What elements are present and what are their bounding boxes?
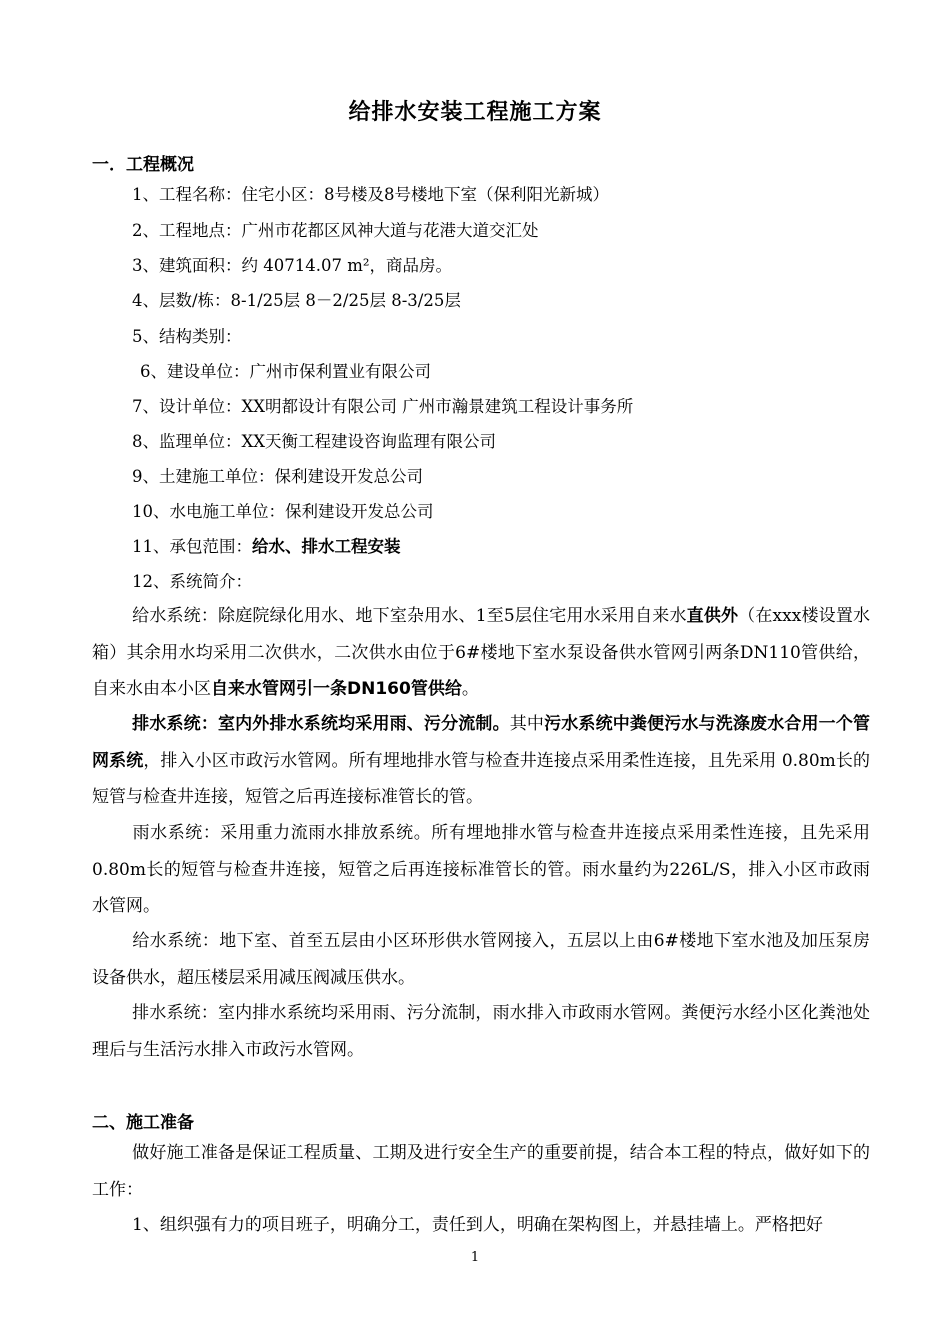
item-system-intro: 12、系统简介：	[132, 572, 252, 591]
paragraph-water-supply-1: 给水系统：除庭院绿化用水、地下室杂用水、1至5层住宅用水采用自来水直供外（在xxx楼设置水箱）其余用水均采用二次供水，二次供水由位于6#楼地下室水泵设备供水管网引两条DN110管供给，自来水由本小区自来水管网引一条DN160管供给。	[92, 606, 870, 699]
item-contract-scope-value: 给水、排水工程安装	[252, 537, 401, 556]
paragraph-drainage-2: 排水系统：室内排水系统均采用雨、污分流制，雨水排入市政雨水管网。粪便污水经小区化粪池处理后与生活污水排入市政污水管网。	[92, 1003, 870, 1060]
paragraph-preparation-intro: 做好施工准备是保证工程质量、工期及进行安全生产的重要前提，结合本工程的特点，做好如下的工作：	[92, 1143, 870, 1200]
item-building-area: 3、建筑面积：约 40714.07 m²，商品房。	[132, 256, 452, 275]
item-supervisor: 8、监理单位：XX天衡工程建设咨询监理有限公司	[132, 432, 496, 451]
item-mep-contractor: 10、水电施工单位：保利建设开发总公司	[132, 502, 434, 521]
paragraph-preparation-item1: 1、组织强有力的项目班子，明确分工，责任到人，明确在架构图上，并悬挂墙上。严格把好	[132, 1215, 823, 1235]
item-floors: 4、层数/栋：8-1/25层 8－2/25层 8-3/25层	[132, 291, 461, 310]
item-project-location: 2、工程地点：广州市花都区风神大道与花港大道交汇处	[132, 221, 539, 240]
document-title: 给排水安装工程施工方案	[348, 100, 602, 125]
page-number: 1	[470, 1250, 480, 1265]
section-heading-overview: 一．工程概况	[92, 155, 194, 175]
item-civil-contractor: 9、土建施工单位：保利建设开发总公司	[132, 467, 423, 486]
item-designer: 7、设计单位：XX明都设计有限公司 广州市瀚景建筑工程设计事务所	[132, 397, 634, 416]
item-project-name: 1、工程名称：住宅小区：8号楼及8号楼地下室（保利阳光新城）	[132, 185, 609, 204]
paragraph-water-supply-2: 给水系统：地下室、首至五层由小区环形供水管网接入，五层以上由6#楼地下室水池及加压泵房设备供水，超压楼层采用减压阀减压供水。	[92, 931, 870, 988]
item-contract-scope-label: 11、承包范围：	[132, 537, 252, 556]
item-contract-scope	[132, 536, 401, 558]
section-heading-preparation: 二、施工准备	[92, 1113, 194, 1133]
item-structure-type: 5、结构类别：	[132, 327, 242, 346]
paragraph-rainwater: 雨水系统：采用重力流雨水排放系统。所有埋地排水管与检查井连接点采用柔性连接，且先采用 0.80m长的短管与检查井连接，短管之后再连接标准管长的管。雨水量约为226L/S，排入小区市政雨水管网。	[92, 823, 870, 916]
item-owner: 6、建设单位：广州市保利置业有限公司	[140, 362, 431, 381]
paragraph-drainage-1: 排水系统：室内外排水系统均采用雨、污分流制。其中污水系统中粪便污水与洗涤废水合用一个管网系统，排入小区市政污水管网。所有埋地排水管与检查井连接点采用柔性连接，且先采用 0.80m长的短管与检查井连接，短管之后再连接标准管长的管。	[92, 714, 871, 807]
